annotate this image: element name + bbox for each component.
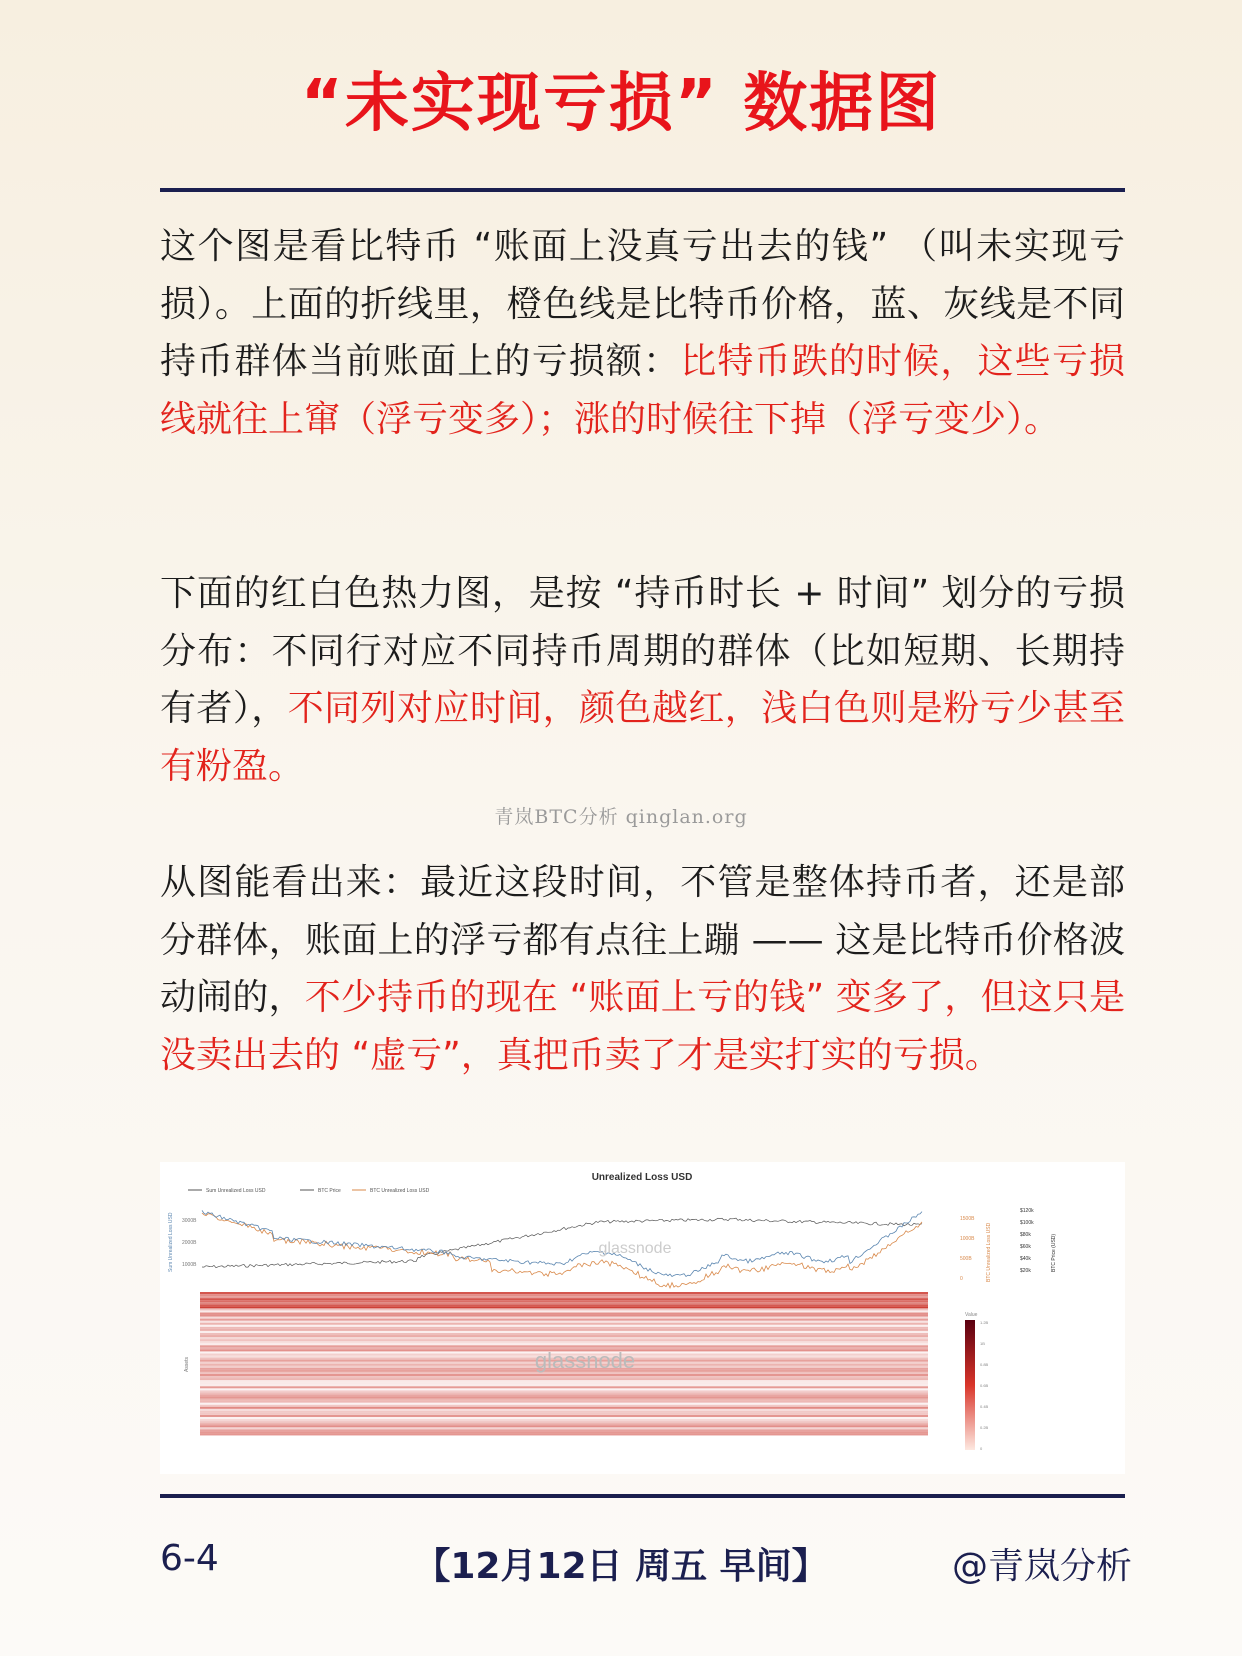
heatmap-row (200, 1409, 928, 1411)
heatmap-row (200, 1313, 928, 1315)
heatmap-row (200, 1427, 928, 1429)
colorbar-tick: 0.2B (980, 1425, 989, 1430)
date-label: 【12月12日 周五 早间】 (414, 1546, 828, 1587)
p3-text: 从图能看出来：最近这段时间，不管是整体持币者，还是部分群体，账面上的浮亏都有点往上蹦 —— 这是比特币价格波动闹的， (160, 862, 1125, 1018)
right-axis-tick: $120k (1020, 1208, 1034, 1214)
heatmap-row (200, 1403, 928, 1405)
heatmap-row (200, 1343, 928, 1345)
colorbar-title: Value (965, 1312, 978, 1318)
heatmap-row (200, 1317, 928, 1319)
heatmap-row (200, 1405, 928, 1407)
heatmap-row (200, 1321, 928, 1323)
heatmap-row (200, 1395, 928, 1397)
p1-text: 这个图是看比特币 “账面上没真亏出去的钱” （叫未实现亏损）。上面的折线里，橙色线是比特币价格，蓝、灰线是不同持币群体当前账面上的亏损额： (160, 226, 1125, 382)
heatmap-row (200, 1335, 928, 1337)
left-axis-tick: 1000B (182, 1262, 197, 1268)
page-title: “未实现亏损” 数据图 (300, 67, 942, 141)
heatmap-row (200, 1431, 928, 1433)
page-number: 6-4 (160, 1538, 219, 1579)
p2-highlight: 不同列对应时间，颜色越红，浅白色则是粉亏少甚至有粉盈。 (160, 688, 1125, 787)
mid-axis-tick: 1000B (960, 1236, 975, 1242)
left-axis-tick: 3000B (182, 1218, 197, 1224)
p1-highlight: 比特币跌的时候，这些亏损线就往上窜（浮亏变多）；涨的时候往下掉（浮亏变少）。 (160, 341, 1125, 440)
heatmap-row (200, 1294, 928, 1296)
bottom-divider (160, 1494, 1125, 1498)
heatmap-row (200, 1310, 928, 1312)
heatmap-row (200, 1300, 928, 1302)
heatmap-row (200, 1423, 928, 1425)
paragraph-2 (160, 565, 1125, 795)
right-axis-tick: $100k (1020, 1220, 1034, 1226)
colorbar (965, 1320, 975, 1450)
heatmap-row (200, 1417, 928, 1419)
heatmap-row (200, 1337, 928, 1339)
p2-text: 下面的红白色热力图，是按 “持币时长 + 时间” 划分的亏损分布：不同行对应不同持币周期的群体（比如短期、长期持有者）， (160, 573, 1125, 729)
heatmap-row (200, 1306, 928, 1308)
heatmap-row (200, 1384, 928, 1386)
heatmap-row (200, 1388, 928, 1390)
heatmap-row (200, 1323, 928, 1325)
right-axis-tick: $40k (1020, 1256, 1031, 1262)
heatmap-row (200, 1325, 928, 1327)
legend-label: BTC Price (318, 1188, 341, 1194)
legend-label: BTC Unrealized Loss USD (370, 1188, 430, 1194)
heatmap-row (200, 1425, 928, 1427)
mid-axis-tick: 500B (960, 1256, 972, 1262)
colorbar-tick: 1B (980, 1341, 985, 1346)
colorbar-tick: 0.4B (980, 1404, 989, 1409)
p3-highlight: 不少持币的现在 “账面上亏的钱” 变多了，但这只是没卖出去的 “虚亏”，真把币卖了才是实打实的亏损。 (160, 977, 1125, 1076)
heatmap-row (200, 1339, 928, 1341)
heatmap-row (200, 1380, 928, 1382)
watermark-text: 青岚BTC分析 qinglan.org (494, 806, 748, 828)
heatmap-row (200, 1319, 928, 1321)
chart-title: Unrealized Loss USD (591, 1172, 693, 1183)
heatmap-row (200, 1401, 928, 1403)
heatmap-row (200, 1292, 928, 1294)
heatmap-row (200, 1390, 928, 1392)
heatmap-row (200, 1345, 928, 1347)
mid-axis-tick: 1500B (960, 1216, 975, 1222)
unrealized-loss-chart (160, 1162, 1125, 1474)
heatmap-row (200, 1382, 928, 1384)
left-axis-label: Sum Unrealized Loss USD (168, 1212, 174, 1272)
heatmap-row (200, 1327, 928, 1329)
heatmap-row (200, 1308, 928, 1310)
heatmap-row (200, 1386, 928, 1388)
heatmap-row (200, 1429, 928, 1431)
mid-axis-label: BTC Unrealized Loss USD (986, 1222, 992, 1282)
heatmap-row (200, 1341, 928, 1343)
left-axis-tick: 2000B (182, 1240, 197, 1246)
heatmap-row (200, 1397, 928, 1399)
chart-watermark-heatmap: glassnode (534, 1348, 636, 1373)
heatmap-row (200, 1419, 928, 1421)
heatmap-row (200, 1315, 928, 1317)
paragraph-3 (160, 854, 1125, 1084)
heatmap-row (200, 1374, 928, 1376)
colorbar-tick: 0 (980, 1446, 983, 1451)
heatmap-row (200, 1407, 928, 1409)
heatmap-row (200, 1302, 928, 1304)
colorbar-tick: 0.8B (980, 1362, 989, 1367)
btc-unrealized-loss-line (202, 1213, 922, 1288)
right-axis-tick: $60k (1020, 1244, 1031, 1250)
heatmap-axis-label: Assets (184, 1356, 190, 1372)
legend-label: Sum Unrealized Loss USD (206, 1188, 266, 1194)
heatmap-row (200, 1304, 928, 1306)
colorbar-tick: 0.6B (980, 1383, 989, 1388)
top-divider (160, 188, 1125, 192)
paragraph-1 (160, 218, 1125, 448)
right-axis-label: BTC Price (USD) (1051, 1233, 1057, 1272)
heatmap-row (200, 1333, 928, 1335)
heatmap-row (200, 1331, 928, 1333)
heatmap-row (200, 1413, 928, 1415)
heatmap-row (200, 1376, 928, 1378)
heatmap-row (200, 1415, 928, 1417)
heatmap-row (200, 1296, 928, 1298)
heatmap-row (200, 1421, 928, 1423)
chart-watermark-top: glassnode (598, 1240, 672, 1257)
author-handle: @青岚分析 (951, 1546, 1132, 1587)
heatmap-row (200, 1298, 928, 1300)
heatmap-row (200, 1378, 928, 1380)
heatmap-row (200, 1329, 928, 1331)
mid-axis-tick: 0 (960, 1276, 963, 1282)
heatmap-row (200, 1399, 928, 1401)
heatmap-row (200, 1433, 928, 1435)
right-axis-tick: $80k (1020, 1232, 1031, 1238)
colorbar-tick: 1.2B (980, 1320, 989, 1325)
right-axis-tick: $20k (1020, 1268, 1031, 1274)
heatmap-row (200, 1392, 928, 1394)
heatmap-row (200, 1411, 928, 1413)
